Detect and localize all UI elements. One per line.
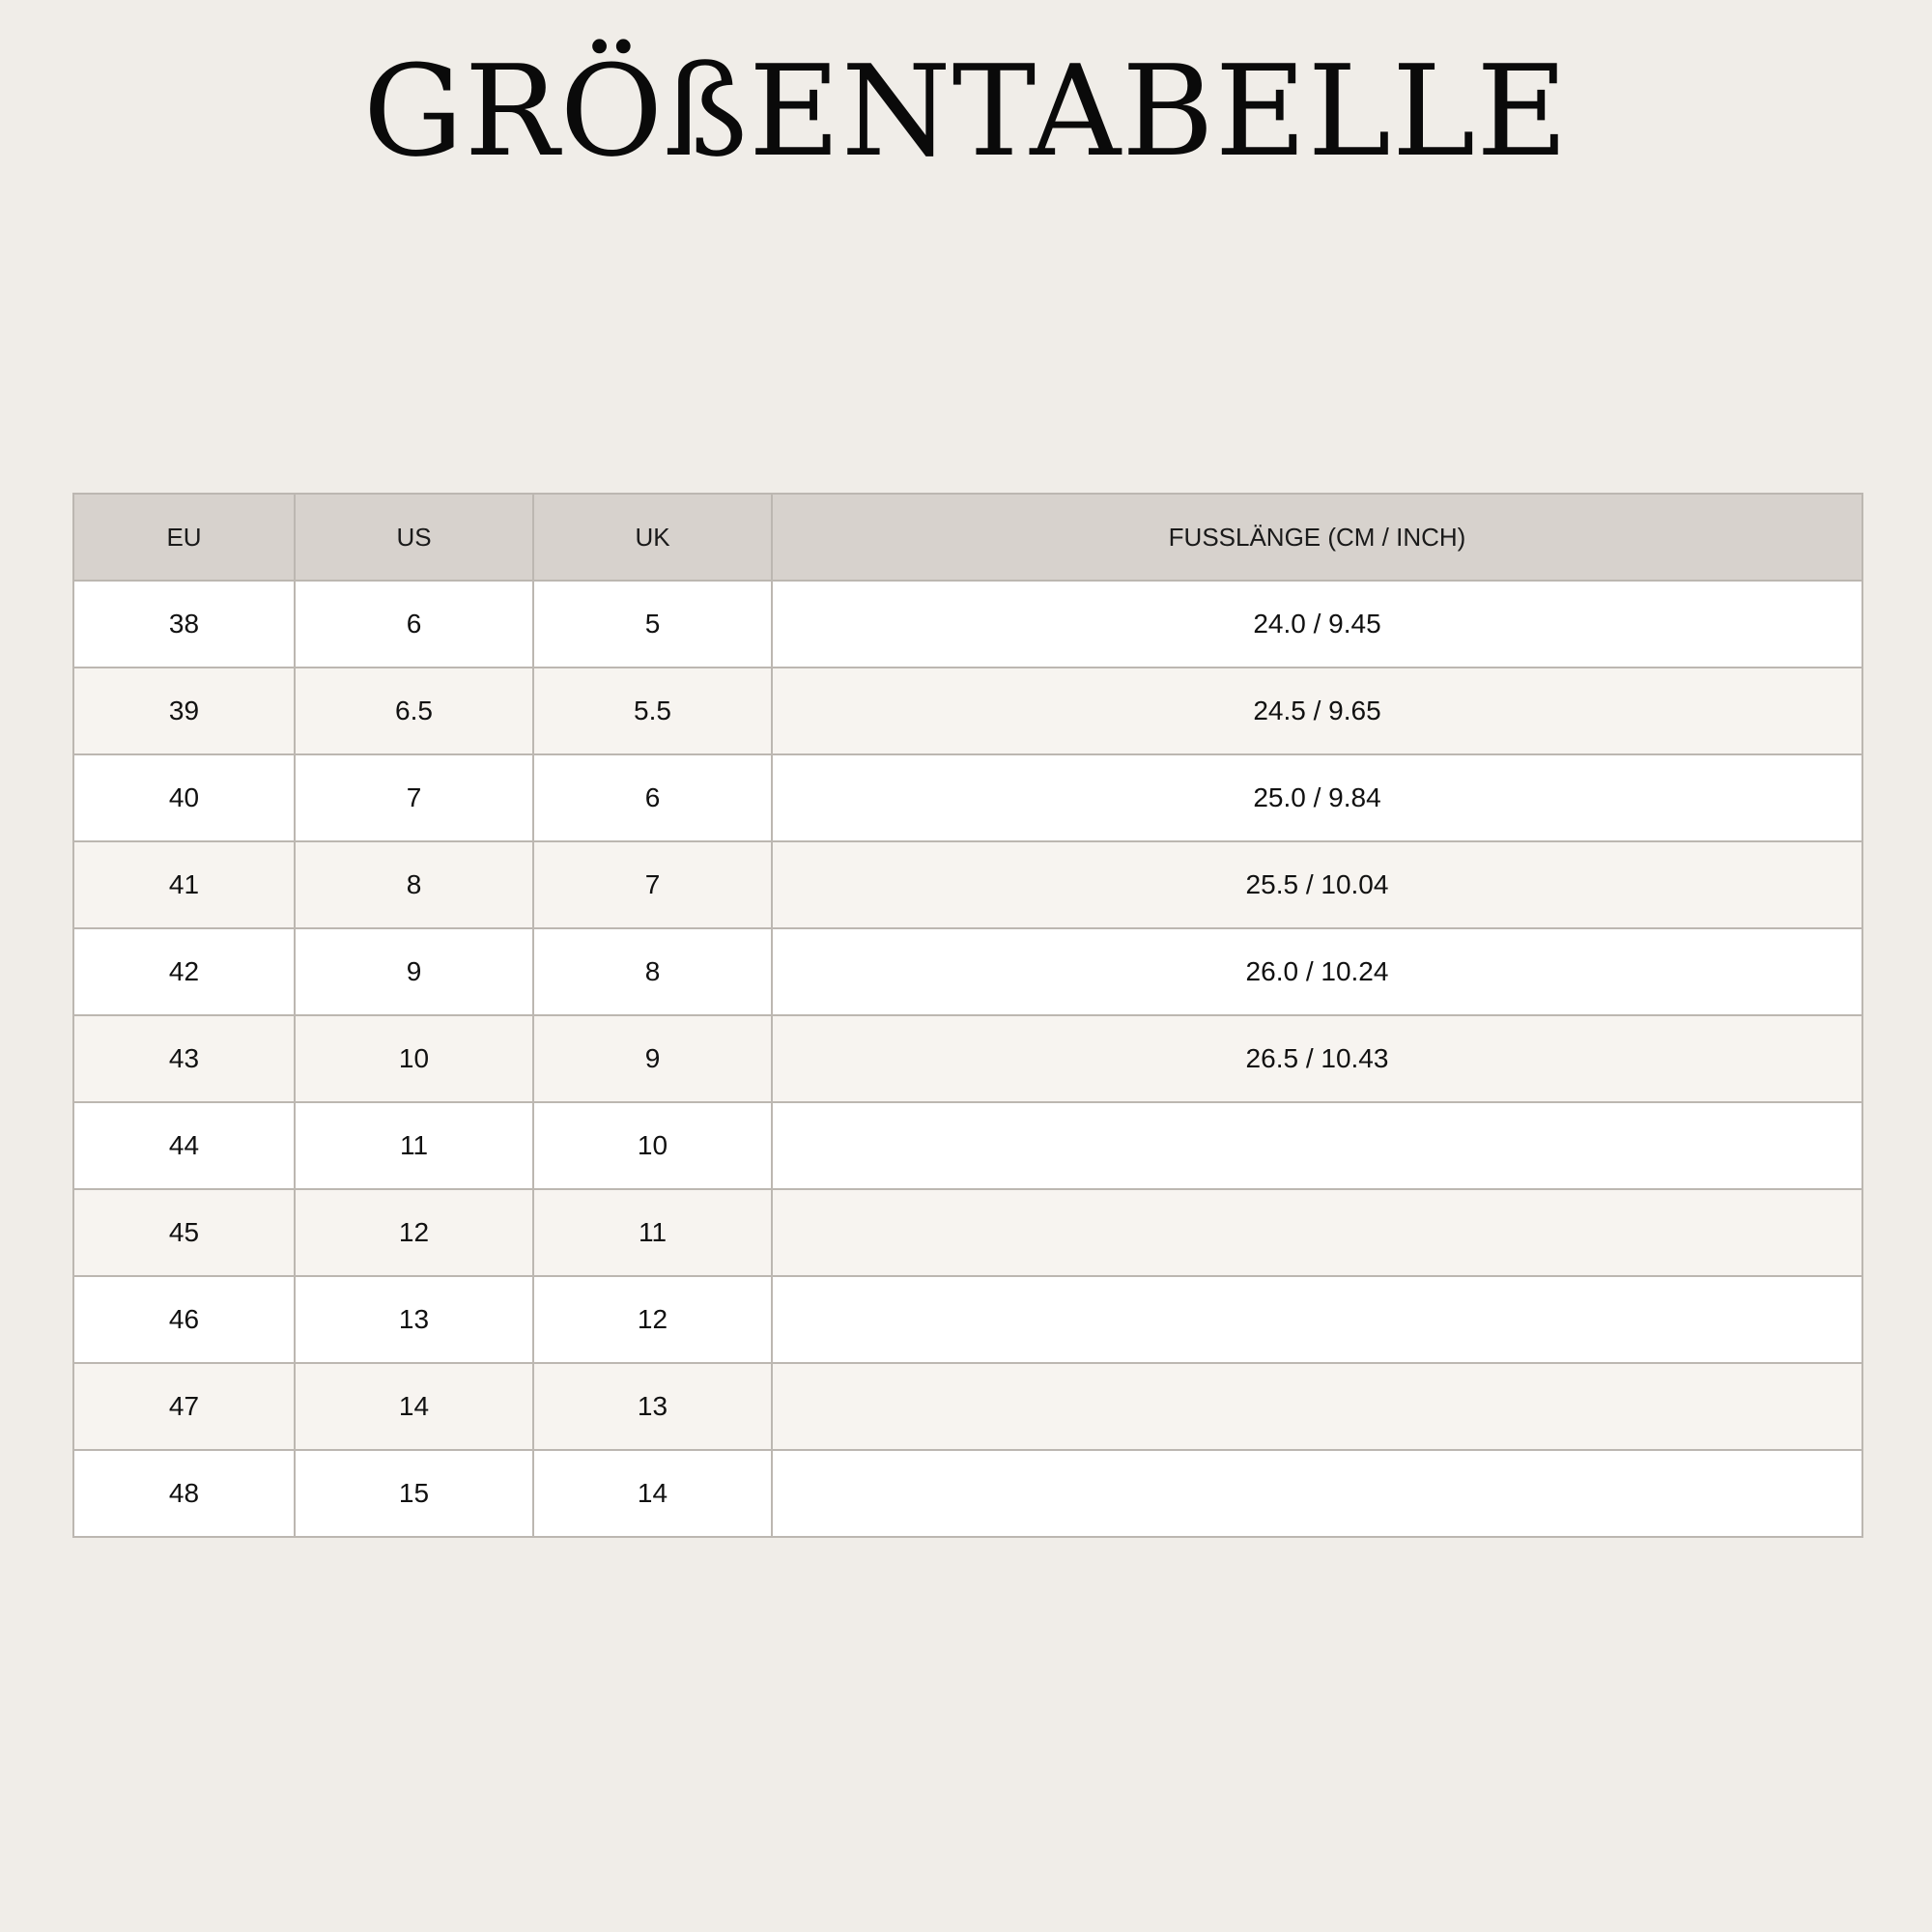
cell-eu: 38 [73,581,295,668]
cell-foot-length: 24.5 / 9.65 [772,668,1862,754]
cell-uk: 11 [533,1189,772,1276]
table-row [73,754,1862,841]
table-row [73,581,1862,668]
header-foot-length: FUSSLÄNGE (CM / INCH) [772,494,1862,581]
table-row [73,1189,1862,1276]
cell-foot-length [772,1189,1862,1276]
cell-us: 7 [295,754,533,841]
cell-eu: 48 [73,1450,295,1537]
table-row [73,668,1862,754]
cell-us: 6.5 [295,668,533,754]
cell-uk: 14 [533,1450,772,1537]
cell-eu: 47 [73,1363,295,1450]
cell-foot-length [772,1450,1862,1537]
cell-us: 14 [295,1363,533,1450]
page-title: GRÖßENTABELLE [362,38,1570,185]
cell-uk: 5 [533,581,772,668]
cell-us: 8 [295,841,533,928]
cell-us: 15 [295,1450,533,1537]
cell-foot-length: 26.0 / 10.24 [772,928,1862,1015]
cell-eu: 45 [73,1189,295,1276]
cell-foot-length [772,1363,1862,1450]
cell-eu: 43 [73,1015,295,1102]
header-us: US [295,494,533,581]
cell-uk: 5.5 [533,668,772,754]
table-header [73,494,1862,581]
cell-us: 9 [295,928,533,1015]
cell-eu: 46 [73,1276,295,1363]
cell-uk: 6 [533,754,772,841]
cell-foot-length: 26.5 / 10.43 [772,1015,1862,1102]
cell-uk: 9 [533,1015,772,1102]
cell-foot-length [772,1276,1862,1363]
cell-us: 13 [295,1276,533,1363]
size-chart-table [72,493,1863,1538]
cell-eu: 40 [73,754,295,841]
table-row [73,1102,1862,1189]
cell-foot-length: 25.5 / 10.04 [772,841,1862,928]
cell-us: 10 [295,1015,533,1102]
table-row [73,1276,1862,1363]
cell-uk: 7 [533,841,772,928]
table-body [73,581,1862,1537]
cell-foot-length: 24.0 / 9.45 [772,581,1862,668]
table-row [73,1450,1862,1537]
cell-us: 11 [295,1102,533,1189]
cell-eu: 44 [73,1102,295,1189]
header-uk: UK [533,494,772,581]
cell-uk: 13 [533,1363,772,1450]
cell-eu: 39 [73,668,295,754]
table-row [73,841,1862,928]
cell-us: 6 [295,581,533,668]
table-row [73,928,1862,1015]
cell-us: 12 [295,1189,533,1276]
cell-eu: 42 [73,928,295,1015]
cell-uk: 12 [533,1276,772,1363]
cell-uk: 8 [533,928,772,1015]
header-row [73,494,1862,581]
cell-foot-length [772,1102,1862,1189]
header-eu: EU [73,494,295,581]
cell-eu: 41 [73,841,295,928]
cell-foot-length: 25.0 / 9.84 [772,754,1862,841]
cell-uk: 10 [533,1102,772,1189]
table-row [73,1015,1862,1102]
table-row [73,1363,1862,1450]
